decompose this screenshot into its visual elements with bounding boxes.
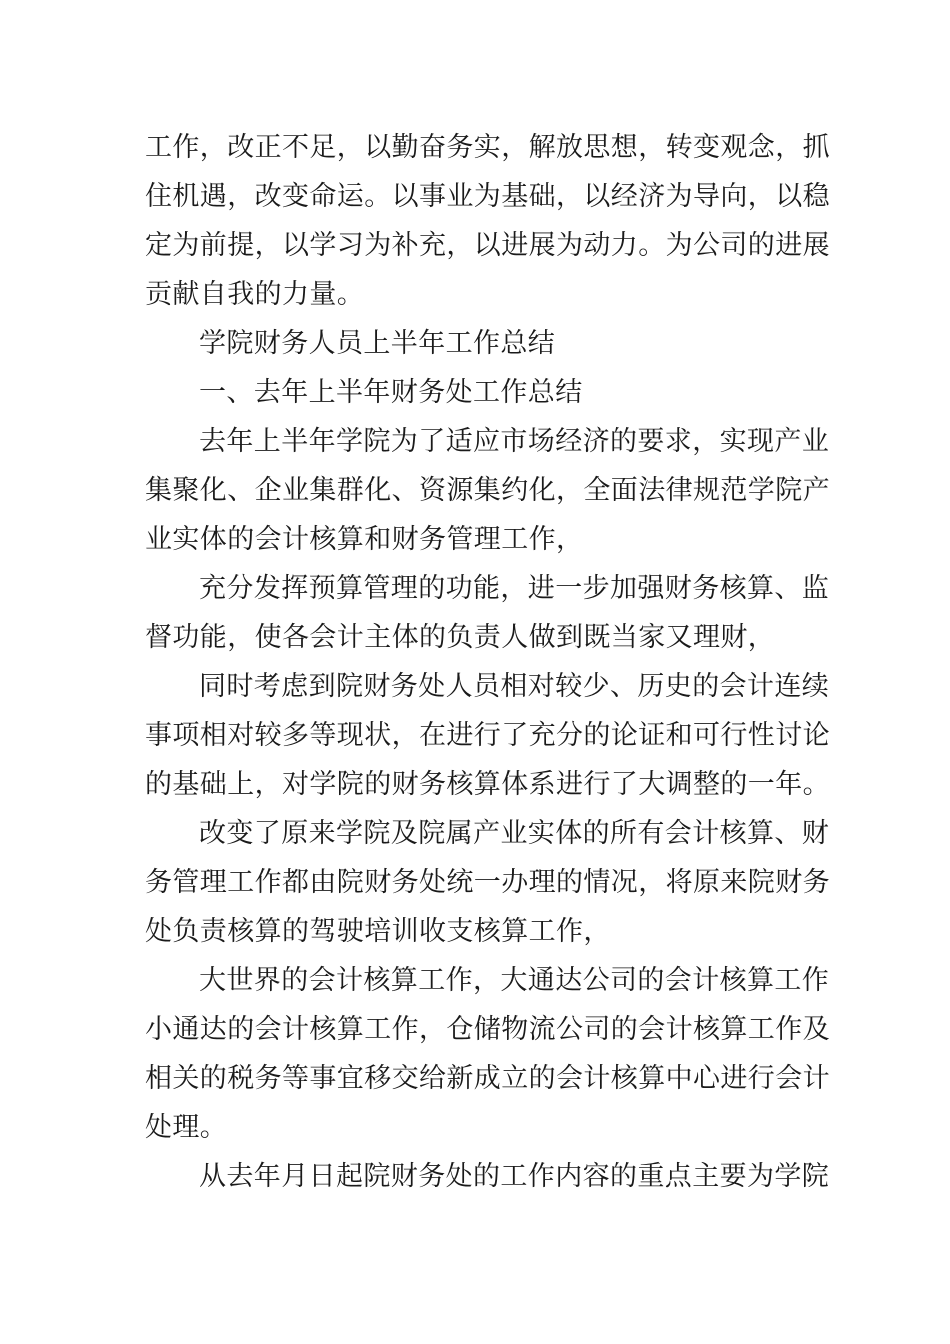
text-line: 去年上半年学院为了适应市场经济的要求，实现产业 [199, 426, 830, 457]
text-line: 学院财务人员上半年工作总结 [199, 328, 556, 359]
paragraph [145, 809, 830, 956]
text-line: 集聚化、企业集群化、资源集约化，全面法律规范学院产 [145, 475, 830, 506]
paragraph-continuation [145, 123, 830, 319]
text-line: 从去年月日起院财务处的工作内容的重点主要为学院 [199, 1161, 830, 1192]
paragraph [145, 417, 830, 564]
text-line: 相关的税务等事宜移交给新成立的会计核算中心进行会计 [145, 1063, 830, 1094]
text-line: 住机遇，改变命运。以事业为基础，以经济为导向，以稳 [145, 181, 830, 212]
section-heading [145, 368, 810, 417]
text-line: 处负责核算的驾驶培训收支核算工作， [145, 916, 611, 947]
text-line: 一、去年上半年财务处工作总结 [199, 377, 583, 408]
section-title [145, 319, 810, 368]
paragraph [145, 662, 830, 809]
text-line: 改变了原来学院及院属产业实体的所有会计核算、财 [199, 818, 830, 849]
text-line: 督功能，使各会计主体的负责人做到既当家又理财， [145, 622, 776, 653]
text-line: 小通达的会计核算工作，仓储物流公司的会计核算工作及 [145, 1014, 830, 1045]
text-line: 务管理工作都由院财务处统一办理的情况，将原来院财务 [145, 867, 830, 898]
text-line: 同时考虑到院财务处人员相对较少、历史的会计连续 [199, 671, 830, 702]
text-line: 贡献自我的力量。 [145, 279, 365, 310]
paragraph [145, 564, 830, 662]
paragraph [145, 1152, 830, 1201]
text-line: 处理。 [145, 1112, 228, 1143]
paragraph [145, 956, 830, 1152]
text-line: 事项相对较多等现状，在进行了充分的论证和可行性讨论 [145, 720, 830, 751]
document-body [145, 123, 830, 1201]
text-line: 大世界的会计核算工作，大通达公司的会计核算工作 [199, 965, 830, 996]
text-line: 工作，改正不足，以勤奋务实，解放思想，转变观念，抓 [145, 132, 830, 163]
text-line: 的基础上，对学院的财务核算体系进行了大调整的一年。 [145, 769, 830, 800]
text-line: 充分发挥预算管理的功能，进一步加强财务核算、监 [199, 573, 830, 604]
text-line: 定为前提，以学习为补充，以进展为动力。为公司的进展 [145, 230, 830, 261]
text-line: 业实体的会计核算和财务管理工作， [145, 524, 584, 555]
